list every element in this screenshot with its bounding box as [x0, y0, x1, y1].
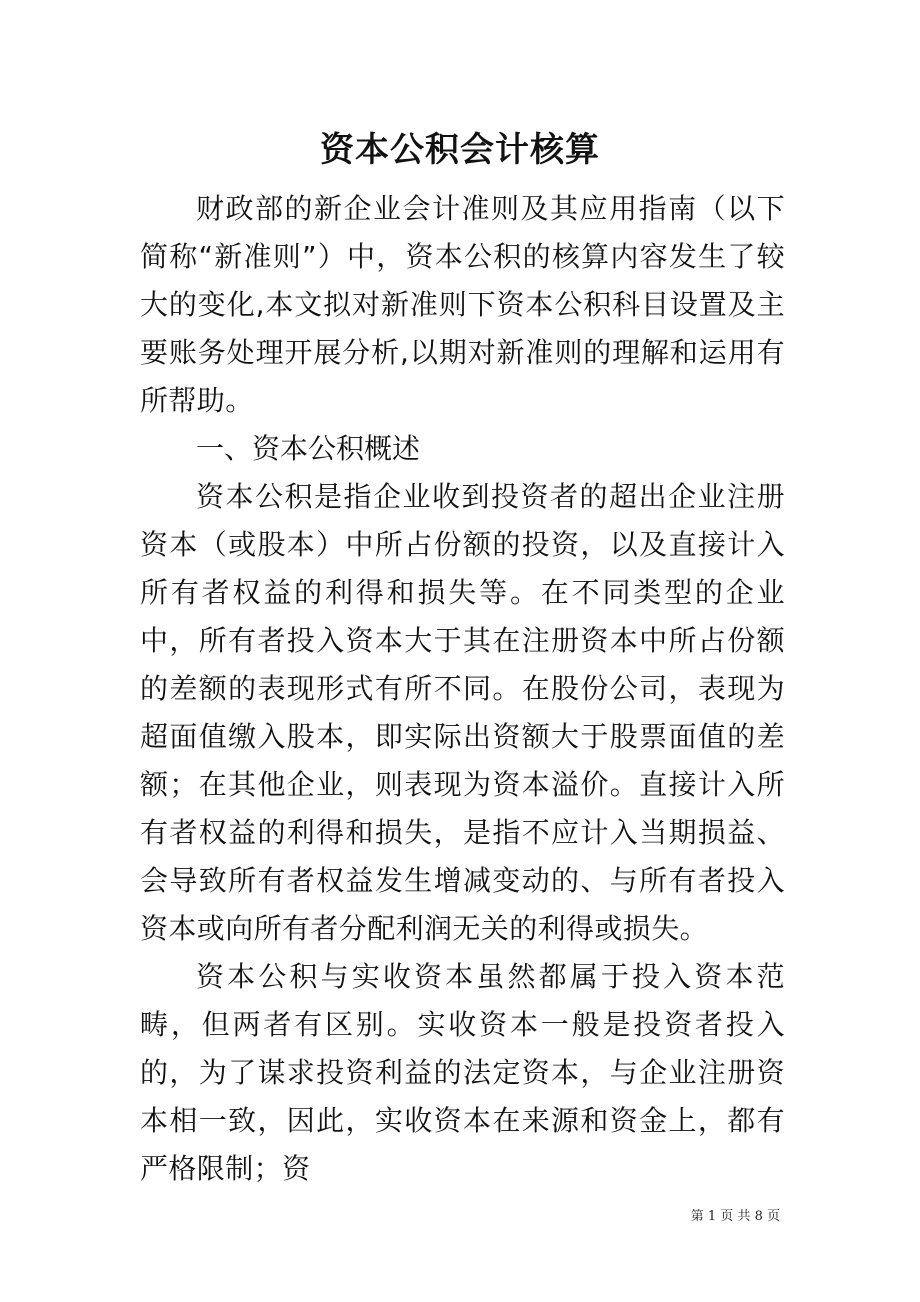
body-paragraph: 资本公积是指企业收到投资者的超出企业注册资本（或股本）中所占份额的投资，以及直接计入所有者权益的利得和损失等。在不同类型的企业中，所有者投入资本大于其在注册资本中所占份额的差额的表现形式有所不同。在股份公司，表现为超面值缴入股本，即实际出资额大于股票面值的差额；在其他企业，则表现为资本溢价。直接计入所有者权益的利得和损失，是指不应计入当期损益、会导致所有者权益发生增减变动的、与所有者投入资本或向所有者分配利润无关的利得或损失。 [140, 480, 785, 945]
section-heading: 一、资本公积概述 [196, 432, 421, 465]
document-title: 资本公积会计核算 [320, 130, 600, 170]
body-paragraph: 资本公积与实收资本虽然都属于投入资本范畴，但两者有区别。实收资本一般是投资者投入的，为了谋求投资利益的法定资本，与企业注册资本相一致，因此，实收资本在来源和资金上，都有严格限制；资 [140, 960, 785, 1185]
intro-paragraph: 财政部的新企业会计准则及其应用指南（以下简称“新准则”）中，资本公积的核算内容发生了较大的变化,本文拟对新准则下资本公积科目设置及主要账务处理开展分析,以期对新准则的理解和运用有所帮助。 [140, 192, 785, 417]
document-body [140, 185, 785, 1193]
page-number: 第 1 页 共 8 页 [690, 1209, 780, 1224]
